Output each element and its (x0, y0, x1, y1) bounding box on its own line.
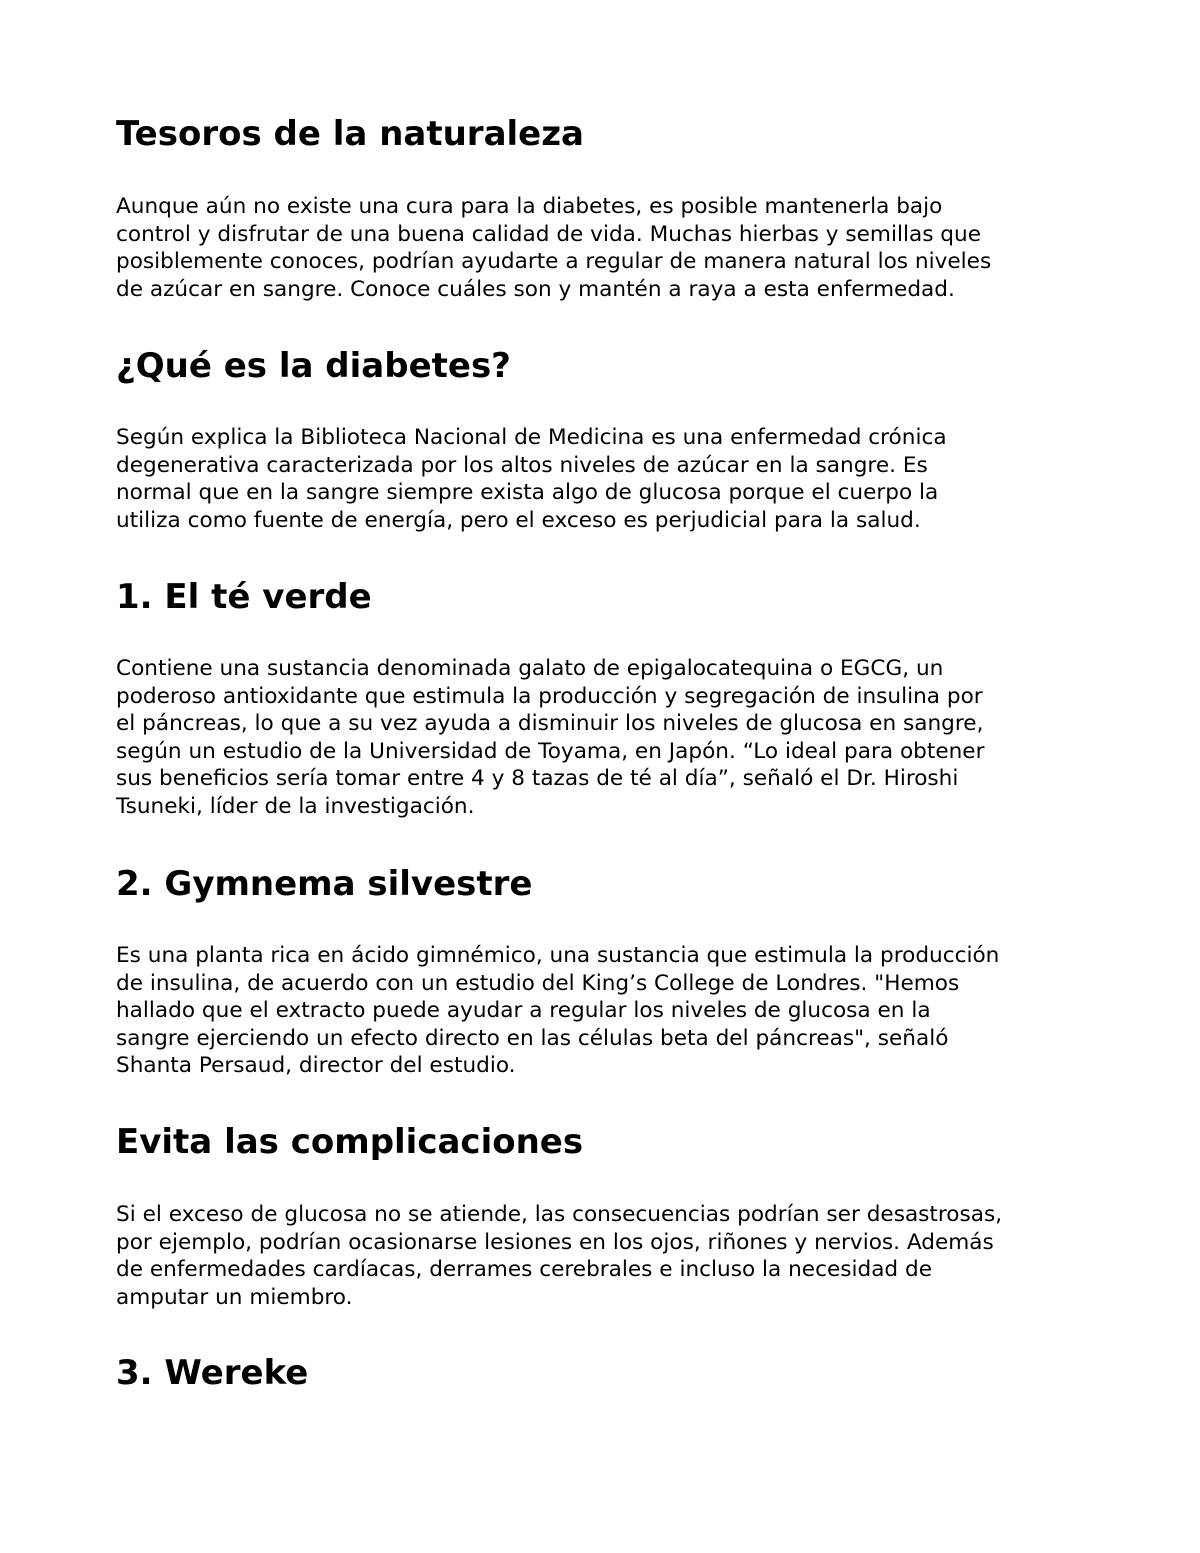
text-line: control y disfrutar de una buena calidad de vida. Muchas hierbas y semillas que (116, 221, 981, 247)
text-line: de enfermedades cardíacas, derrames cerebrales e incluso la necesidad de (116, 1257, 932, 1283)
heading-wereke: 3. Wereke (116, 1353, 309, 1393)
paragraph-intro (116, 193, 1106, 303)
text-line: posiblemente conoces, podrían ayudarte a regular de manera natural los niveles (116, 249, 992, 275)
paragraph-complicaciones (116, 1201, 1106, 1311)
text-line: Contiene una sustancia denominada galato de epigalocatequina o EGCG, un (116, 656, 944, 681)
text-line: sus beneficios sería tomar entre 4 y 8 tazas de té al día”, señaló el Dr. Hiroshi (116, 766, 959, 792)
paragraph-diabetes (116, 424, 1106, 534)
text-line: de azúcar en sangre. Conoce cuáles son y mantén a raya a esta enfermedad. (116, 276, 955, 302)
heading-te-verde: 1. El té verde (116, 577, 372, 617)
text-line: sangre ejerciendo un efecto directo en las células beta del páncreas", señaló (116, 1025, 949, 1051)
text-line: el páncreas, lo que a su vez ayuda a disminuir los niveles de glucosa en sangre, (116, 711, 984, 737)
heading-tesoros: Tesoros de la naturaleza (116, 114, 584, 154)
text-line: degenerativa caracterizada por los altos niveles de azúcar en la sangre. Es (116, 452, 928, 478)
text-line: por ejemplo, podrían ocasionarse lesiones en los ojos, riñones y nervios. Además (116, 1229, 994, 1255)
text-line: Aunque aún no existe una cura para la diabetes, es posible mantenerla bajo (116, 194, 943, 219)
heading-gymnema: 2. Gymnema silvestre (116, 864, 533, 904)
text-line: hallado que el extracto puede ayudar a regular los niveles de glucosa en la (116, 998, 931, 1024)
text-line: utiliza como fuente de energía, pero el exceso es perjudicial para la salud. (116, 507, 921, 533)
text-line: Según explica la Biblioteca Nacional de Medicina es una enfermedad crónica (116, 425, 947, 450)
paragraph-te-verde (116, 655, 1106, 821)
text-line: según un estudio de la Universidad de Toyama, en Japón. “Lo ideal para obtener (116, 738, 985, 764)
heading-complicaciones: Evita las complicaciones (116, 1122, 584, 1162)
text-line: Es una planta rica en ácido gimnémico, una sustancia que estimula la producción (116, 943, 1000, 968)
text-line: Si el exceso de glucosa no se atiende, las consecuencias podrían ser desastrosas, (116, 1202, 1003, 1227)
text-line: poderoso antioxidante que estimula la producción y segregación de insulina por (116, 683, 983, 709)
text-line: Tsuneki, líder de la investigación. (116, 793, 475, 819)
paragraph-gymnema (116, 942, 1106, 1080)
text-line: amputar un miembro. (116, 1284, 353, 1310)
text-line: de insulina, de acuerdo con un estudio del King’s College de Londres. "Hemos (116, 970, 960, 996)
text-line: Shanta Persaud, director del estudio. (116, 1053, 516, 1079)
heading-que-es-diabetes: ¿Qué es la diabetes? (116, 346, 511, 386)
text-line: normal que en la sangre siempre exista algo de glucosa porque el cuerpo la (116, 480, 939, 506)
